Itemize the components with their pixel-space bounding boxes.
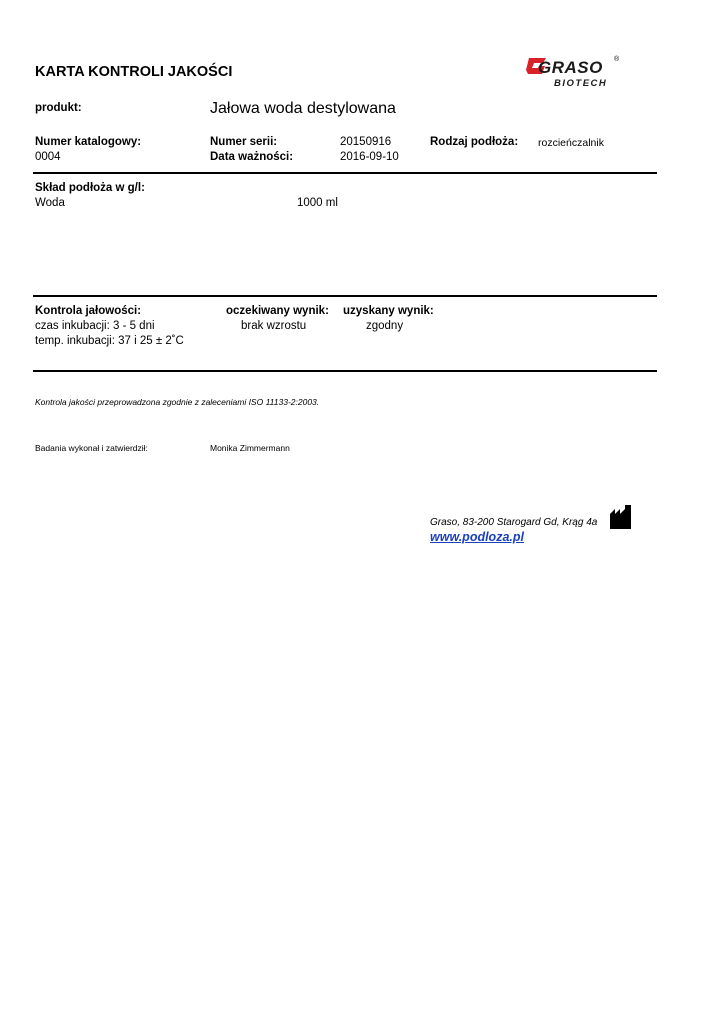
sterility-control-label: Kontrola jałowości: <box>35 305 142 317</box>
approval-label: Badania wykonał i zatwierdził: <box>35 443 148 453</box>
catalog-number-value: 0004 <box>35 151 61 163</box>
divider-top <box>33 172 657 174</box>
obtained-result-value: zgodny <box>366 320 404 332</box>
logo-brand: GRASO <box>538 58 603 77</box>
divider-middle <box>33 295 657 297</box>
expected-result-label: oczekiwany wynik: <box>226 305 329 317</box>
factory-icon <box>609 505 633 530</box>
expected-result-value: brak wzrostu <box>241 320 307 332</box>
medium-type-label: Rodzaj podłoża: <box>430 136 519 148</box>
medium-type-value: rozcieńczalnik <box>538 137 604 149</box>
expiry-date-value: 2016-09-10 <box>340 151 399 163</box>
obtained-result-label: uzyskany wynik: <box>343 305 434 317</box>
composition-label: Skład podłoża w g/l: <box>35 182 145 194</box>
incubation-time: czas inkubacji: 3 - 5 dni <box>35 320 155 332</box>
divider-bottom <box>33 370 657 372</box>
company-address: Graso, 83-200 Starogard Gd, Krąg 4a <box>430 517 598 528</box>
logo-registered-mark: ® <box>614 56 620 63</box>
composition-ingredient: Woda <box>35 197 65 209</box>
page-title: KARTA KONTROLI JAKOŚCI <box>35 64 233 80</box>
catalog-number-label: Numer katalogowy: <box>35 136 142 148</box>
series-number-label: Numer serii: <box>210 136 278 148</box>
iso-compliance-note: Kontrola jakości przeprowadzona zgodnie z zaleceniami ISO 11133-2:2003. <box>35 397 320 407</box>
expiry-date-label: Data ważności: <box>210 151 294 163</box>
approver-name: Monika Zimmermann <box>210 443 290 453</box>
website-link[interactable]: www.podloza.pl <box>430 530 524 544</box>
graso-biotech-logo <box>526 54 626 90</box>
incubation-temperature: temp. inkubacji: 37 i 25 ± 2˚C <box>35 335 184 347</box>
composition-amount: 1000 ml <box>297 197 338 209</box>
series-number-value: 20150916 <box>340 136 392 148</box>
logo-sub: BIOTECH <box>554 78 608 89</box>
product-name: Jałowa woda destylowana <box>210 100 396 117</box>
product-label: produkt: <box>35 102 82 114</box>
